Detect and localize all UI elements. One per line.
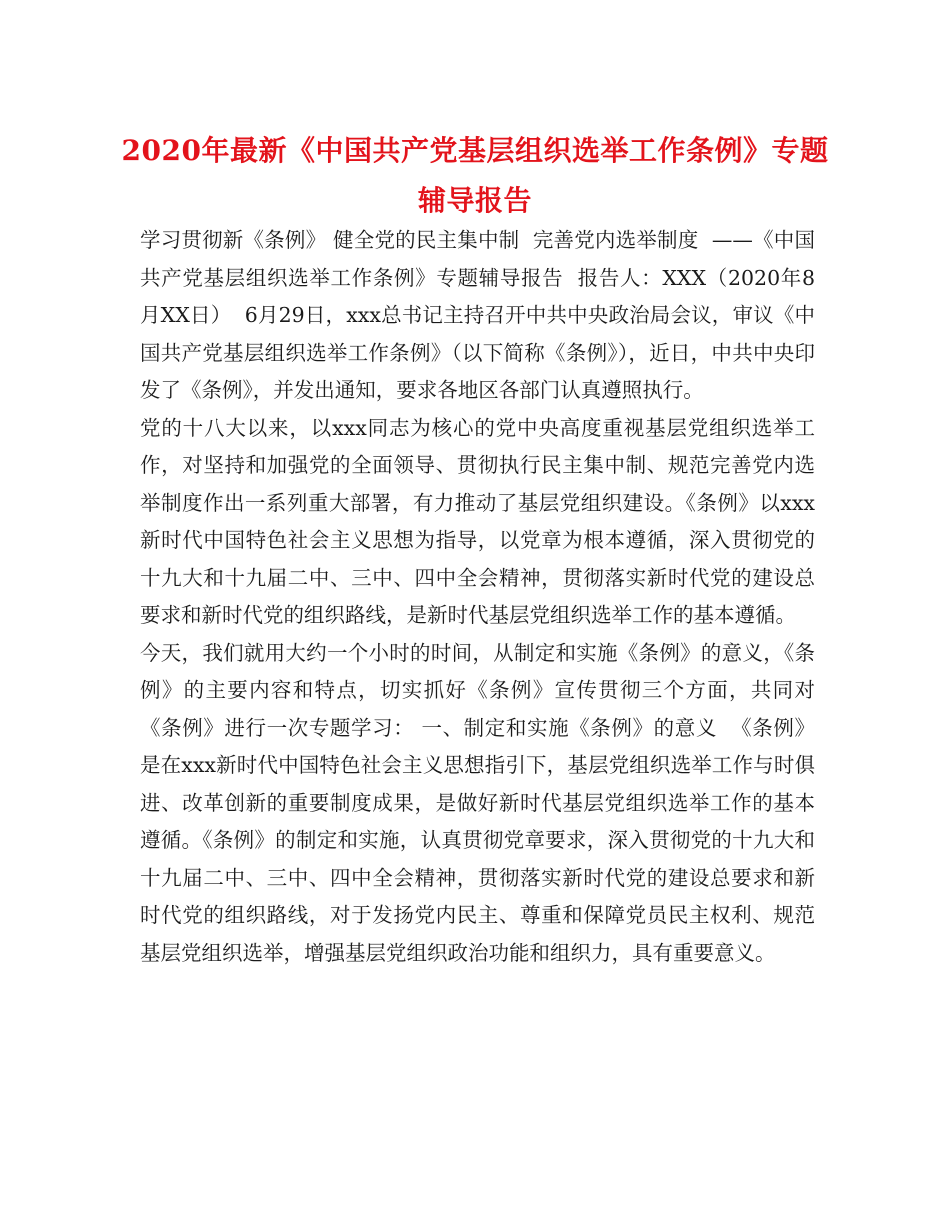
paragraph-significance: 今天，我们就用大约一个小时的时间，从制定和实施《条例》的意义，《条例》的主要内容和特点，切实抓好《条例》宣传贯彻三个方面，共同对《条例》进行一次专题学习： 一、制定和实施《条例》的意义 《条例》是在xxx新时代中国特色社会主义思想指引下，基层党组织选举工作与时俱进、改革创新的重要制度成果，是做好新时代基层党组织选举工作的基本遵循。《条例》的制定和实施，认真贯彻党章要求，深入贯彻党的十九大和十九届二中、三中、四中全会精神，贯彻落实新时代党的建设总要求和新时代党的组织路线，对于发扬党内民主、尊重和保障党员民主权利、规范基层党组织选举，增强基层党组织政治功能和组织力，具有重要意义。 <box>140 640 815 965</box>
paragraph-background: 党的十八大以来，以xxx同志为核心的党中央高度重视基层党组织选举工作，对坚持和加强党的全面领导、贯彻执行民主集中制、规范完善党内选举制度作出一系列重大部署，有力推动了基层党组织建设。《条例》以xxx新时代中国特色社会主义思想为指导，以党章为根本遵循，深入贯彻党的十九大和十九届二中、三中、四中全会精神，贯彻落实新时代党的建设总要求和新时代党的组织路线，是新时代基层党组织选举工作的基本遵循。 <box>140 415 815 627</box>
document-body <box>140 222 815 972</box>
paragraph-intro: 学习贯彻新《条例》 健全党的民主集中制 完善党内选举制度 ——《中国共产党基层组织选举工作条例》专题辅导报告 报告人：XXX（2020年8月XX日） 6月29日，xxx总书记主持召开中共中央政治局会议，审议《中国共产党基层组织选举工作条例》（以下简称《条例》），近日，中共中央印发了《条例》，并发出通知，要求各地区各部门认真遵照执行。 <box>140 228 815 402</box>
document-title: 2020年最新《中国共产党基层组织选举工作条例》专题辅导报告 <box>121 134 829 217</box>
